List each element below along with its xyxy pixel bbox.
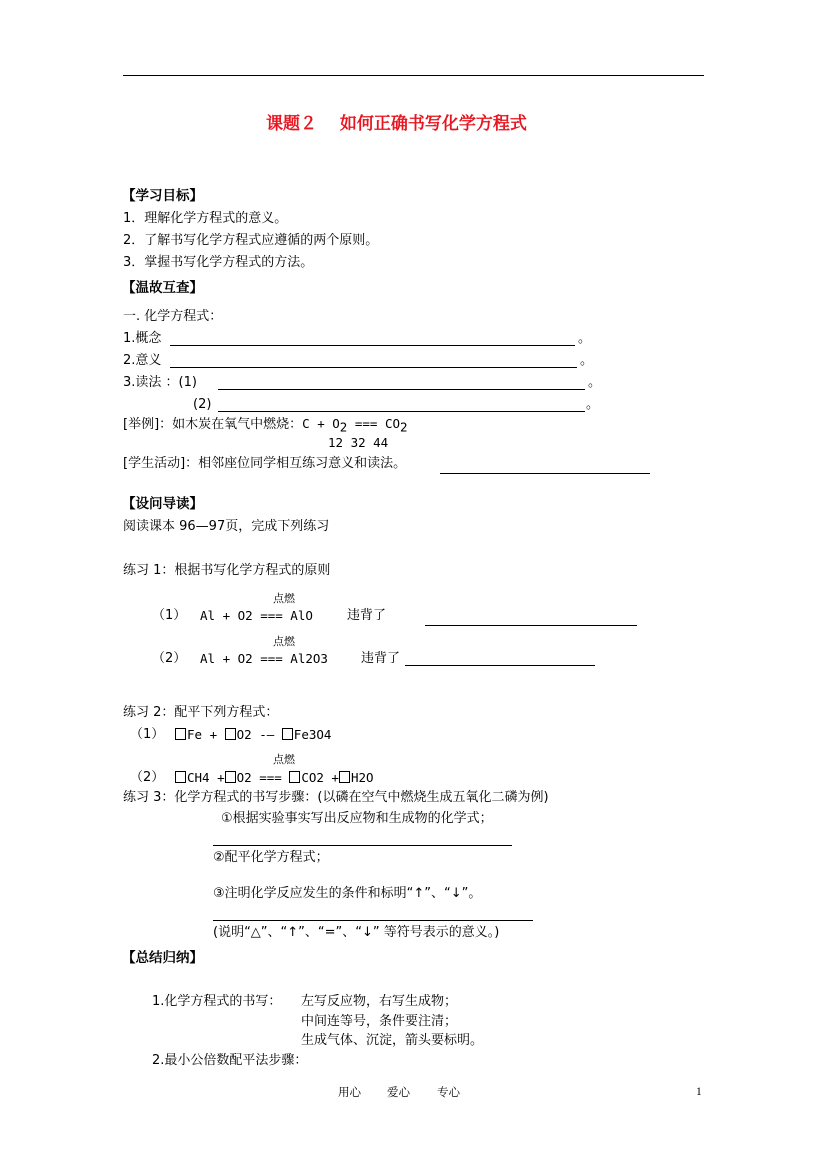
reading-label: 3.读法 ：(1): [123, 375, 197, 390]
footer-motto-2: 爱心: [387, 1085, 410, 1099]
exercise-1-1-violate: 违背了: [347, 608, 387, 623]
term: CH4 +: [187, 770, 225, 785]
reading-blank-2[interactable]: [218, 411, 585, 412]
goal-item: 2．了解书写化学方程式应遵循的两个原则。: [123, 233, 379, 248]
equation-sub: 2: [400, 419, 408, 435]
goal-item: 1．理解化学方程式的意义。: [123, 211, 288, 226]
meaning-label: 2.意义: [123, 353, 162, 368]
equation-reactants: C + O: [302, 416, 340, 431]
step-3: ③注明化学反应发生的条件和标明“↑”、“↓”。: [213, 886, 482, 901]
section-summary: 【总结归纳】: [122, 950, 203, 966]
coefficient-box[interactable]: [175, 728, 186, 740]
coefficient-box[interactable]: [225, 728, 236, 740]
summary-item-1-line-c: 生成气体、沉淀，箭头要标明。: [301, 1033, 484, 1048]
exercise-2-1-num: （1）: [130, 727, 165, 742]
equation-sub: 2: [339, 419, 348, 435]
exercise-1-2-equation: Al + O2 === Al2O3: [200, 651, 328, 666]
exercise-2-title: 练习 2：配平下列方程式：: [123, 705, 279, 720]
end-mark: 。: [580, 353, 594, 368]
coefficient-box[interactable]: [339, 771, 350, 783]
exercise-2-2-equation: [175, 771, 374, 785]
coefficient-box[interactable]: [289, 771, 300, 783]
term: H2O: [350, 770, 374, 785]
relative-masses: 12 32 44: [328, 435, 389, 450]
exercise-1-1-blank[interactable]: [425, 625, 637, 626]
example-label: [123, 418, 408, 434]
term: O2 ===: [236, 770, 290, 785]
student-activity: [学生活动]：相邻座位同学相互练习意义和读法。: [123, 456, 407, 471]
step-1: ①根据实验事实写出反应物和生成物的化学式；: [221, 811, 493, 826]
exercise-1-2-num: （2）: [152, 651, 187, 666]
concept-label: 1.概念: [123, 331, 162, 346]
end-mark: 。: [588, 375, 602, 390]
coefficient-box[interactable]: [175, 771, 186, 783]
page-number: 1: [696, 1086, 702, 1098]
exercise-1-1-equation: Al + O2 === AlO: [200, 608, 313, 623]
condition-label: 点燃: [273, 753, 295, 766]
example-text: [举例]：如木炭在氧气中燃烧：: [123, 417, 303, 432]
step-3-blank[interactable]: [213, 920, 533, 921]
coefficient-box[interactable]: [282, 728, 293, 740]
exercise-3-title: 练习 3：化学方程式的书写步骤：(以磷在空气中燃烧生成五氧化二磷为例): [123, 790, 549, 805]
end-mark: 。: [578, 331, 592, 346]
end-mark: 。: [586, 397, 600, 412]
meaning-blank[interactable]: [170, 367, 577, 368]
term: Fe +: [187, 727, 225, 742]
exercise-1-1-num: （1）: [152, 608, 187, 623]
step-2: ②配平化学方程式；: [213, 850, 329, 865]
summary-item-1-line-b: 中间连等号，条件要注清；: [301, 1014, 458, 1029]
reading-label-2: (2): [193, 397, 212, 412]
exercise-2-2-num: （2）: [130, 770, 165, 785]
term: O2 -—: [236, 727, 282, 742]
review-heading: 一. 化学方程式：: [123, 309, 223, 324]
term: Fe3O4: [293, 727, 332, 742]
guide-intro: 阅读课本 96—97页，完成下列练习: [123, 519, 330, 534]
concept-blank[interactable]: [170, 345, 575, 346]
footer-motto-1: 用心: [338, 1085, 361, 1099]
activity-blank[interactable]: [440, 473, 650, 474]
section-review: 【温故互查】: [122, 280, 203, 296]
exercise-1-2-violate: 违背了: [361, 651, 401, 666]
symbol-note: (说明“△”、“↑”、“=”、“↓” 等符号表示的意义。): [213, 925, 500, 940]
summary-item-1-label: 1.化学方程式的书写：: [152, 994, 282, 1009]
coefficient-box[interactable]: [225, 771, 236, 783]
goal-item: 3．掌握书写化学方程式的方法。: [123, 255, 314, 270]
reading-blank-1[interactable]: [218, 389, 585, 390]
exercise-2-1-equation: [175, 728, 331, 742]
equation-product: === CO: [347, 416, 401, 431]
header-rule: [123, 75, 704, 76]
page-title: 课题２ 如何正确书写化学方程式: [266, 114, 527, 134]
condition-label: 点燃: [273, 635, 295, 648]
step-1-blank[interactable]: [213, 845, 512, 846]
summary-item-2: 2.最小公倍数配平法步骤：: [152, 1053, 308, 1068]
section-guide: 【设问导读】: [122, 496, 203, 512]
condition-label: 点燃: [273, 592, 295, 605]
footer-motto-3: 专心: [437, 1085, 460, 1099]
exercise-1-title: 练习 1：根据书写化学方程式的原则: [123, 563, 331, 578]
summary-item-1-line-a: 左写反应物，右写生成物；: [301, 994, 458, 1009]
section-goals: 【学习目标】: [122, 188, 203, 204]
exercise-1-2-blank[interactable]: [405, 665, 595, 666]
term: CO2 +: [301, 770, 339, 785]
